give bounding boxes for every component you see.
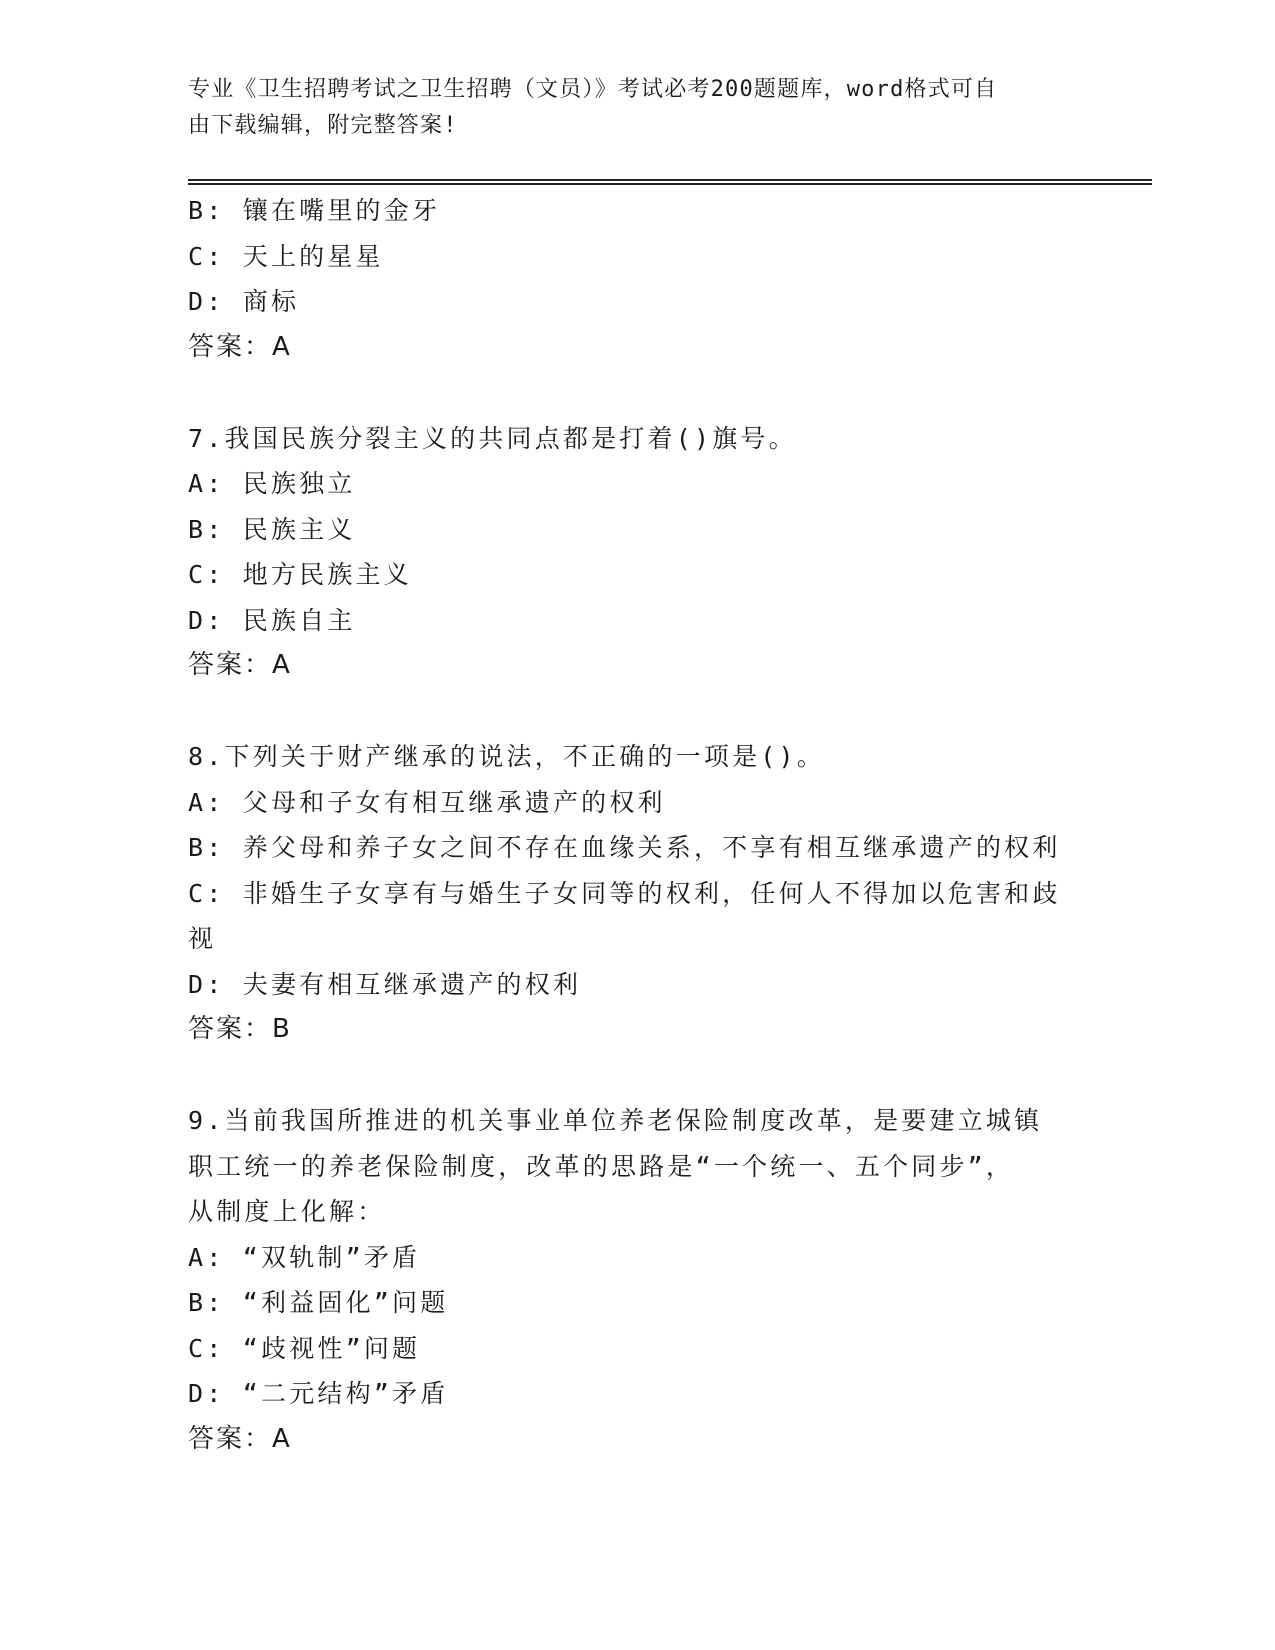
question-stem: 7.我国民族分裂主义的共同点都是打着()旗号。	[188, 423, 797, 453]
question-stem: 9.当前我国所推进的机关事业单位养老保险制度改革，是要建立城镇	[188, 1106, 1043, 1135]
option-line: D: 夫妻有相互继承遗产的权利	[188, 969, 582, 999]
header-divider-top	[188, 179, 1152, 181]
option-line: A: 父母和子女有相互继承遗产的权利	[188, 787, 666, 817]
option-line: B: 镶在嘴里的金牙	[188, 196, 441, 225]
option-line: C: 非婚生子女享有与婚生子女同等的权利，任何人不得加以危害和歧	[188, 878, 1061, 908]
answer-line: 答案：A	[188, 650, 292, 680]
question-9	[188, 1098, 1088, 1462]
spacer	[188, 1053, 1088, 1099]
question-7	[188, 416, 1088, 689]
spacer	[188, 689, 1088, 735]
question-stem-continued: 职工统一的养老保险制度，改革的思路是“一个统一、五个同步”，	[188, 1151, 1015, 1181]
option-line: C: “歧视性”问题	[188, 1333, 421, 1363]
option-line: B: 民族主义	[188, 514, 356, 544]
option-line: A: 民族独立	[188, 469, 356, 498]
option-line: D: 商标	[188, 287, 300, 316]
option-line: D: “二元结构”矛盾	[188, 1379, 449, 1408]
document-body	[188, 188, 1088, 1462]
question-8	[188, 734, 1088, 1053]
document-header	[188, 72, 1068, 144]
question-stem: 8.下列关于财产继承的说法，不正确的一项是()。	[188, 742, 826, 771]
answer-line: 答案：A	[188, 331, 292, 362]
answer-line: 答案：B	[188, 1014, 292, 1044]
previous-question-continuation	[188, 188, 1088, 370]
answer-line: 答案：A	[188, 1423, 292, 1454]
option-line: A: “双轨制”矛盾	[188, 1242, 421, 1272]
question-stem-continued: 从制度上化解：	[188, 1197, 386, 1226]
header-line-1: 专业《卫生招聘考试之卫生招聘（文员）》考试必考200题题库，word格式可自	[188, 77, 998, 102]
option-line: B: 养父母和养子女之间不存在血缘关系，不享有相互继承遗产的权利	[188, 833, 1061, 862]
option-line: D: 民族自主	[188, 605, 356, 635]
option-line-continued: 视	[188, 924, 217, 953]
header-divider-bottom	[188, 183, 1152, 185]
spacer	[188, 370, 1088, 416]
option-line: C: 天上的星星	[188, 241, 384, 271]
option-line: C: 地方民族主义	[188, 560, 412, 589]
option-line: B: “利益固化”问题	[188, 1288, 449, 1317]
header-line-2: 由下载编辑，附完整答案!	[188, 113, 458, 138]
